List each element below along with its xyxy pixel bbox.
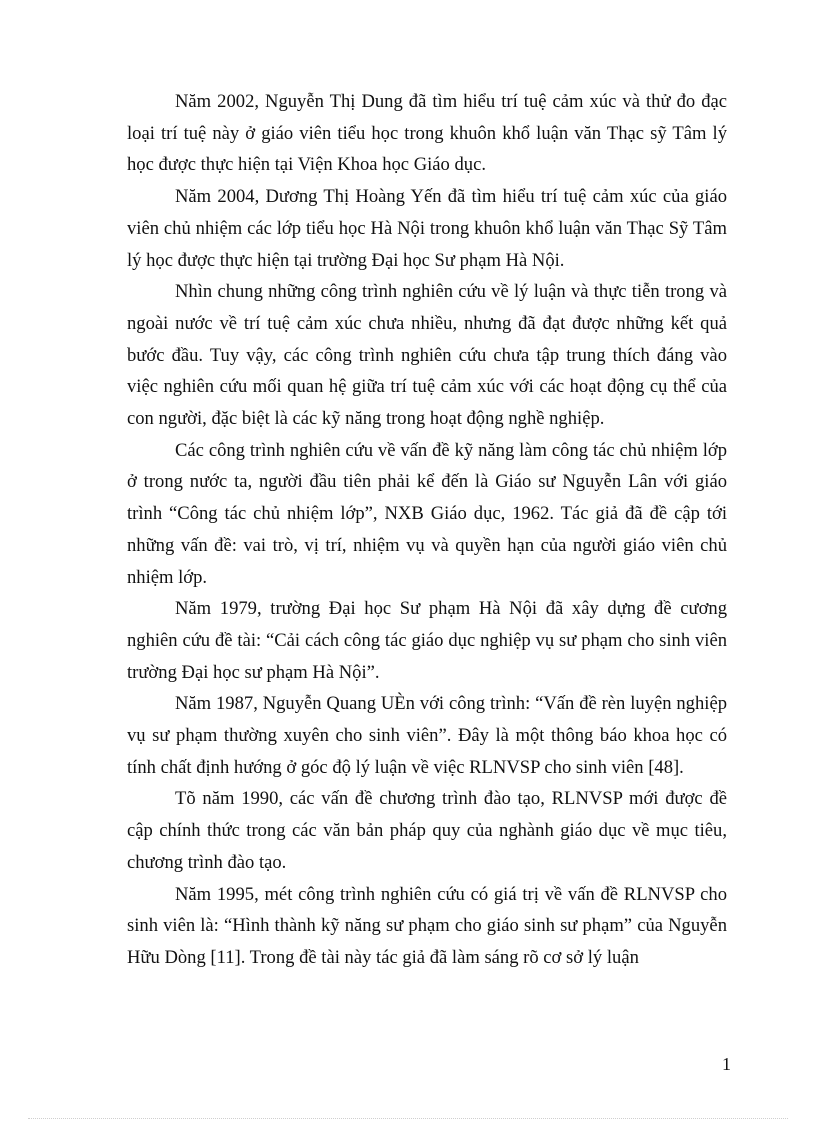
document-body [127, 86, 727, 974]
paragraph-8: Năm 1995, mét công trình nghiên cứu có giá trị về vấn đề RLNVSP cho sinh viên là: “Hình thành kỹ năng sư phạm cho giáo sinh sư phạm” của Nguyễn Hữu Dòng [11]. Trong đề tài này tác giả đã làm sáng rõ cơ sở lý luận [127, 883, 727, 968]
page-bottom-divider [28, 1118, 788, 1119]
paragraph-6: Năm 1987, Nguyễn Quang UÈn với công trình: “Vấn đề rèn luyện nghiệp vụ sư phạm thường xuyên cho sinh viên”. Đây là một thông báo khoa học có tính chất định hướng ở góc độ lý luận về việc RLNVSP cho sinh viên [48]. [127, 693, 727, 778]
paragraph-5: Năm 1979, trường Đại học Sư phạm Hà Nội đã xây dựng đề cương nghiên cứu đề tài: “Cải cách công tác giáo dục nghiệp vụ sư phạm cho sinh viên trường Đại học sư phạm Hà Nội”. [127, 598, 727, 683]
paragraph-1: Năm 2002, Nguyễn Thị Dung đã tìm hiểu trí tuệ cảm xúc và thử đo đạc loại trí tuệ này ở giáo viên tiểu học trong khuôn khổ luận văn Thạc sỹ Tâm lý học được thực hiện tại Viện Khoa học Giáo dục. [127, 91, 727, 176]
paragraph-2: Năm 2004, Dương Thị Hoàng Yến đã tìm hiểu trí tuệ cảm xúc của giáo viên chủ nhiệm các lớp tiểu học Hà Nội trong khuôn khổ luận văn Thạc Sỹ Tâm lý học được thực hiện tại trường Đại học Sư phạm Hà Nội. [127, 186, 727, 271]
paragraph-4: Các công trình nghiên cứu về vấn đề kỹ năng làm công tác chủ nhiệm lớp ở trong nước ta, người đầu tiên phải kể đến là Giáo sư Nguyễn Lân với giáo trình “Công tác chủ nhiệm lớp”, NXB Giáo dục, 1962. Tác giả đã đề cập tới những vấn đề: vai trò, vị trí, nhiệm vụ và quyền hạn của người giáo viên chủ nhiệm lớp. [127, 439, 727, 588]
paragraph-3: Nhìn chung những công trình nghiên cứu về lý luận và thực tiễn trong và ngoài nước về trí tuệ cảm xúc chưa nhiều, nhưng đã đạt được những kết quả bước đầu. Tuy vậy, các công trình nghiên cứu chưa tập trung thích đáng vào việc nghiên cứu mối quan hệ giữa trí tuệ cảm xúc với các hoạt động cụ thể của con người, đặc biệt là các kỹ năng trong hoạt động nghề nghiệp. [127, 281, 727, 430]
page-number: 1 [722, 1054, 731, 1074]
paragraph-7: Tõ năm 1990, các vấn đề chương trình đào tạo, RLNVSP mới được đề cập chính thức trong các văn bản pháp quy của nghành giáo dục về mục tiêu, chương trình đào tạo. [127, 788, 727, 873]
